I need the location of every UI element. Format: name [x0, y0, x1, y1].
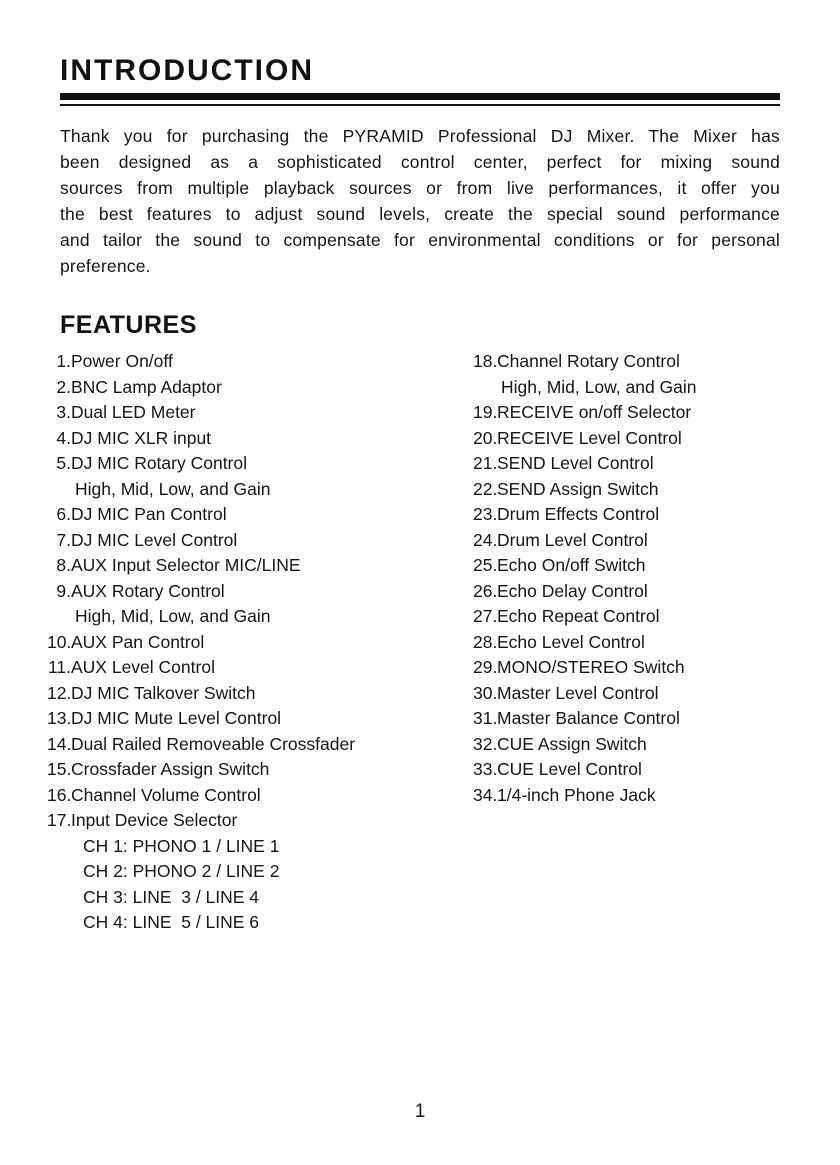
- feature-text: High, Mid, Low, and Gain: [75, 606, 271, 626]
- feature-text: BNC Lamp Adaptor: [71, 376, 222, 397]
- feature-number: 28.: [473, 631, 498, 652]
- feature-line: [473, 426, 780, 452]
- feature-text: High, Mid, Low, and Gain: [501, 376, 697, 397]
- feature-text: Crossfader Assign Switch: [71, 759, 270, 779]
- feature-line: [473, 655, 780, 681]
- feature-line: [47, 655, 473, 681]
- feature-text: CH 3: LINE 3 / LINE 4: [83, 886, 260, 907]
- feature-line: [47, 732, 473, 758]
- features-list: [47, 349, 780, 936]
- feature-number: 22.: [473, 478, 498, 499]
- feature-number: 7.: [56, 529, 71, 550]
- intro-line: Thank you for purchasing the PYRAMID Professional DJ Mixer. The Mixer has: [60, 126, 780, 146]
- feature-text: Drum Effects Control: [497, 504, 660, 524]
- feature-number: 13.: [47, 708, 72, 728]
- feature-text: CH 2: PHONO 2 / LINE 2: [83, 861, 280, 881]
- feature-text: SEND Level Control: [497, 453, 654, 473]
- feature-text: AUX Input Selector MIC/LINE: [71, 555, 301, 575]
- feature-line: [47, 477, 473, 503]
- feature-number: 2.: [56, 376, 71, 397]
- feature-line: [473, 757, 780, 783]
- feature-number: 32.: [473, 733, 498, 754]
- feature-number: 18.: [473, 351, 498, 371]
- feature-text: SEND Assign Switch: [497, 478, 659, 499]
- feature-text: AUX Level Control: [71, 657, 215, 677]
- feature-number: 17.: [47, 810, 72, 830]
- page-title: INTRODUCTION: [60, 54, 314, 87]
- feature-text: CH 4: LINE 5 / LINE 6: [83, 912, 260, 932]
- feature-text: Echo Level Control: [497, 631, 645, 652]
- feature-line: [47, 757, 473, 783]
- feature-line: [47, 400, 473, 426]
- feature-text: 1/4-inch Phone Jack: [497, 784, 656, 805]
- title-rule-thick: [60, 93, 780, 100]
- feature-text: Input Device Selector: [71, 810, 238, 830]
- feature-line: [47, 910, 473, 936]
- feature-text: Echo Repeat Control: [497, 606, 660, 626]
- feature-line: [47, 885, 473, 911]
- feature-line: [473, 400, 780, 426]
- feature-line: [473, 502, 780, 528]
- feature-line: [47, 553, 473, 579]
- feature-number: 27.: [473, 606, 498, 626]
- feature-number: 23.: [473, 504, 498, 524]
- feature-line: [47, 349, 473, 375]
- feature-number: 29.: [473, 657, 498, 677]
- features-heading: FEATURES: [60, 311, 197, 339]
- feature-text: DJ MIC Talkover Switch: [71, 682, 256, 703]
- feature-line: [473, 579, 780, 605]
- title-rule-thin: [60, 104, 780, 106]
- feature-number: 31.: [473, 708, 498, 728]
- feature-line: [473, 375, 780, 401]
- feature-line: [473, 477, 780, 503]
- feature-text: Channel Rotary Control: [497, 351, 680, 371]
- feature-line: [47, 681, 473, 707]
- feature-text: DJ MIC Pan Control: [71, 504, 227, 524]
- feature-text: CUE Level Control: [497, 759, 642, 779]
- feature-line: [47, 630, 473, 656]
- feature-line: [473, 604, 780, 630]
- feature-text: Master Level Control: [497, 682, 659, 703]
- page-number: 1: [414, 1101, 426, 1122]
- feature-number: 3.: [56, 402, 71, 422]
- feature-text: Echo On/off Switch: [497, 555, 646, 575]
- features-column-right: [473, 349, 780, 936]
- feature-number: 12.: [47, 682, 72, 703]
- feature-line: [47, 604, 473, 630]
- feature-text: Drum Level Control: [497, 529, 648, 550]
- feature-text: MONO/STEREO Switch: [497, 657, 685, 677]
- feature-number: 1.: [56, 351, 71, 371]
- feature-text: Dual LED Meter: [71, 402, 196, 422]
- intro-line: preference.: [60, 256, 151, 276]
- feature-line: [473, 706, 780, 732]
- feature-text: DJ MIC Rotary Control: [71, 453, 248, 473]
- feature-number: 24.: [473, 529, 498, 550]
- intro-line: been designed as a sophisticated control center, perfect for mixing sound: [60, 152, 780, 172]
- feature-text: RECEIVE on/off Selector: [497, 402, 692, 422]
- intro-line: the best features to adjust sound levels, create the special sound performance: [60, 204, 780, 224]
- feature-text: CH 1: PHONO 1 / LINE 1: [83, 835, 280, 856]
- feature-text: Master Balance Control: [497, 708, 680, 728]
- feature-number: 21.: [473, 453, 498, 473]
- features-column-left: [47, 349, 473, 936]
- intro-line: and tailor the sound to compensate for environmental conditions or for personal: [60, 230, 780, 250]
- feature-text: CUE Assign Switch: [497, 733, 647, 754]
- feature-line: [47, 859, 473, 885]
- feature-line: [47, 834, 473, 860]
- feature-text: Power On/off: [71, 351, 173, 371]
- feature-text: Dual Railed Removeable Crossfader: [71, 733, 356, 754]
- feature-number: 25.: [473, 555, 498, 575]
- feature-line: [47, 375, 473, 401]
- feature-line: [473, 553, 780, 579]
- feature-number: 5.: [56, 453, 71, 473]
- feature-text: Channel Volume Control: [71, 784, 261, 805]
- feature-line: [47, 528, 473, 554]
- feature-text: DJ MIC Mute Level Control: [71, 708, 282, 728]
- feature-number: 34.: [473, 784, 498, 805]
- feature-number: 14.: [47, 733, 72, 754]
- feature-line: [47, 426, 473, 452]
- feature-number: 11.: [47, 657, 71, 677]
- feature-line: [473, 451, 780, 477]
- feature-line: [473, 732, 780, 758]
- feature-text: AUX Pan Control: [71, 631, 205, 652]
- intro-paragraph: [60, 123, 780, 279]
- feature-line: [47, 808, 473, 834]
- feature-line: [47, 706, 473, 732]
- feature-number: 6.: [56, 504, 71, 524]
- feature-text: RECEIVE Level Control: [497, 427, 682, 448]
- feature-number: 15.: [47, 759, 72, 779]
- feature-number: 9.: [56, 580, 71, 601]
- feature-text: DJ MIC Level Control: [71, 529, 238, 550]
- feature-text: DJ MIC XLR input: [71, 427, 212, 448]
- feature-text: Echo Delay Control: [497, 580, 648, 601]
- feature-number: 20.: [473, 427, 498, 448]
- feature-line: [473, 681, 780, 707]
- feature-line: [473, 783, 780, 809]
- feature-line: [473, 349, 780, 375]
- feature-number: 10.: [47, 631, 72, 652]
- feature-number: 19.: [473, 402, 498, 422]
- feature-text: High, Mid, Low, and Gain: [75, 478, 271, 499]
- feature-number: 33.: [473, 759, 498, 779]
- feature-line: [47, 451, 473, 477]
- feature-number: 16.: [47, 784, 72, 805]
- feature-line: [47, 579, 473, 605]
- intro-line: sources from multiple playback sources or from live performances, it offer you: [60, 178, 780, 198]
- feature-number: 4.: [56, 427, 71, 448]
- feature-line: [473, 630, 780, 656]
- feature-number: 8.: [56, 555, 71, 575]
- feature-text: AUX Rotary Control: [71, 580, 225, 601]
- feature-line: [47, 502, 473, 528]
- feature-number: 30.: [473, 682, 498, 703]
- feature-line: [473, 528, 780, 554]
- feature-line: [47, 783, 473, 809]
- feature-number: 26.: [473, 580, 498, 601]
